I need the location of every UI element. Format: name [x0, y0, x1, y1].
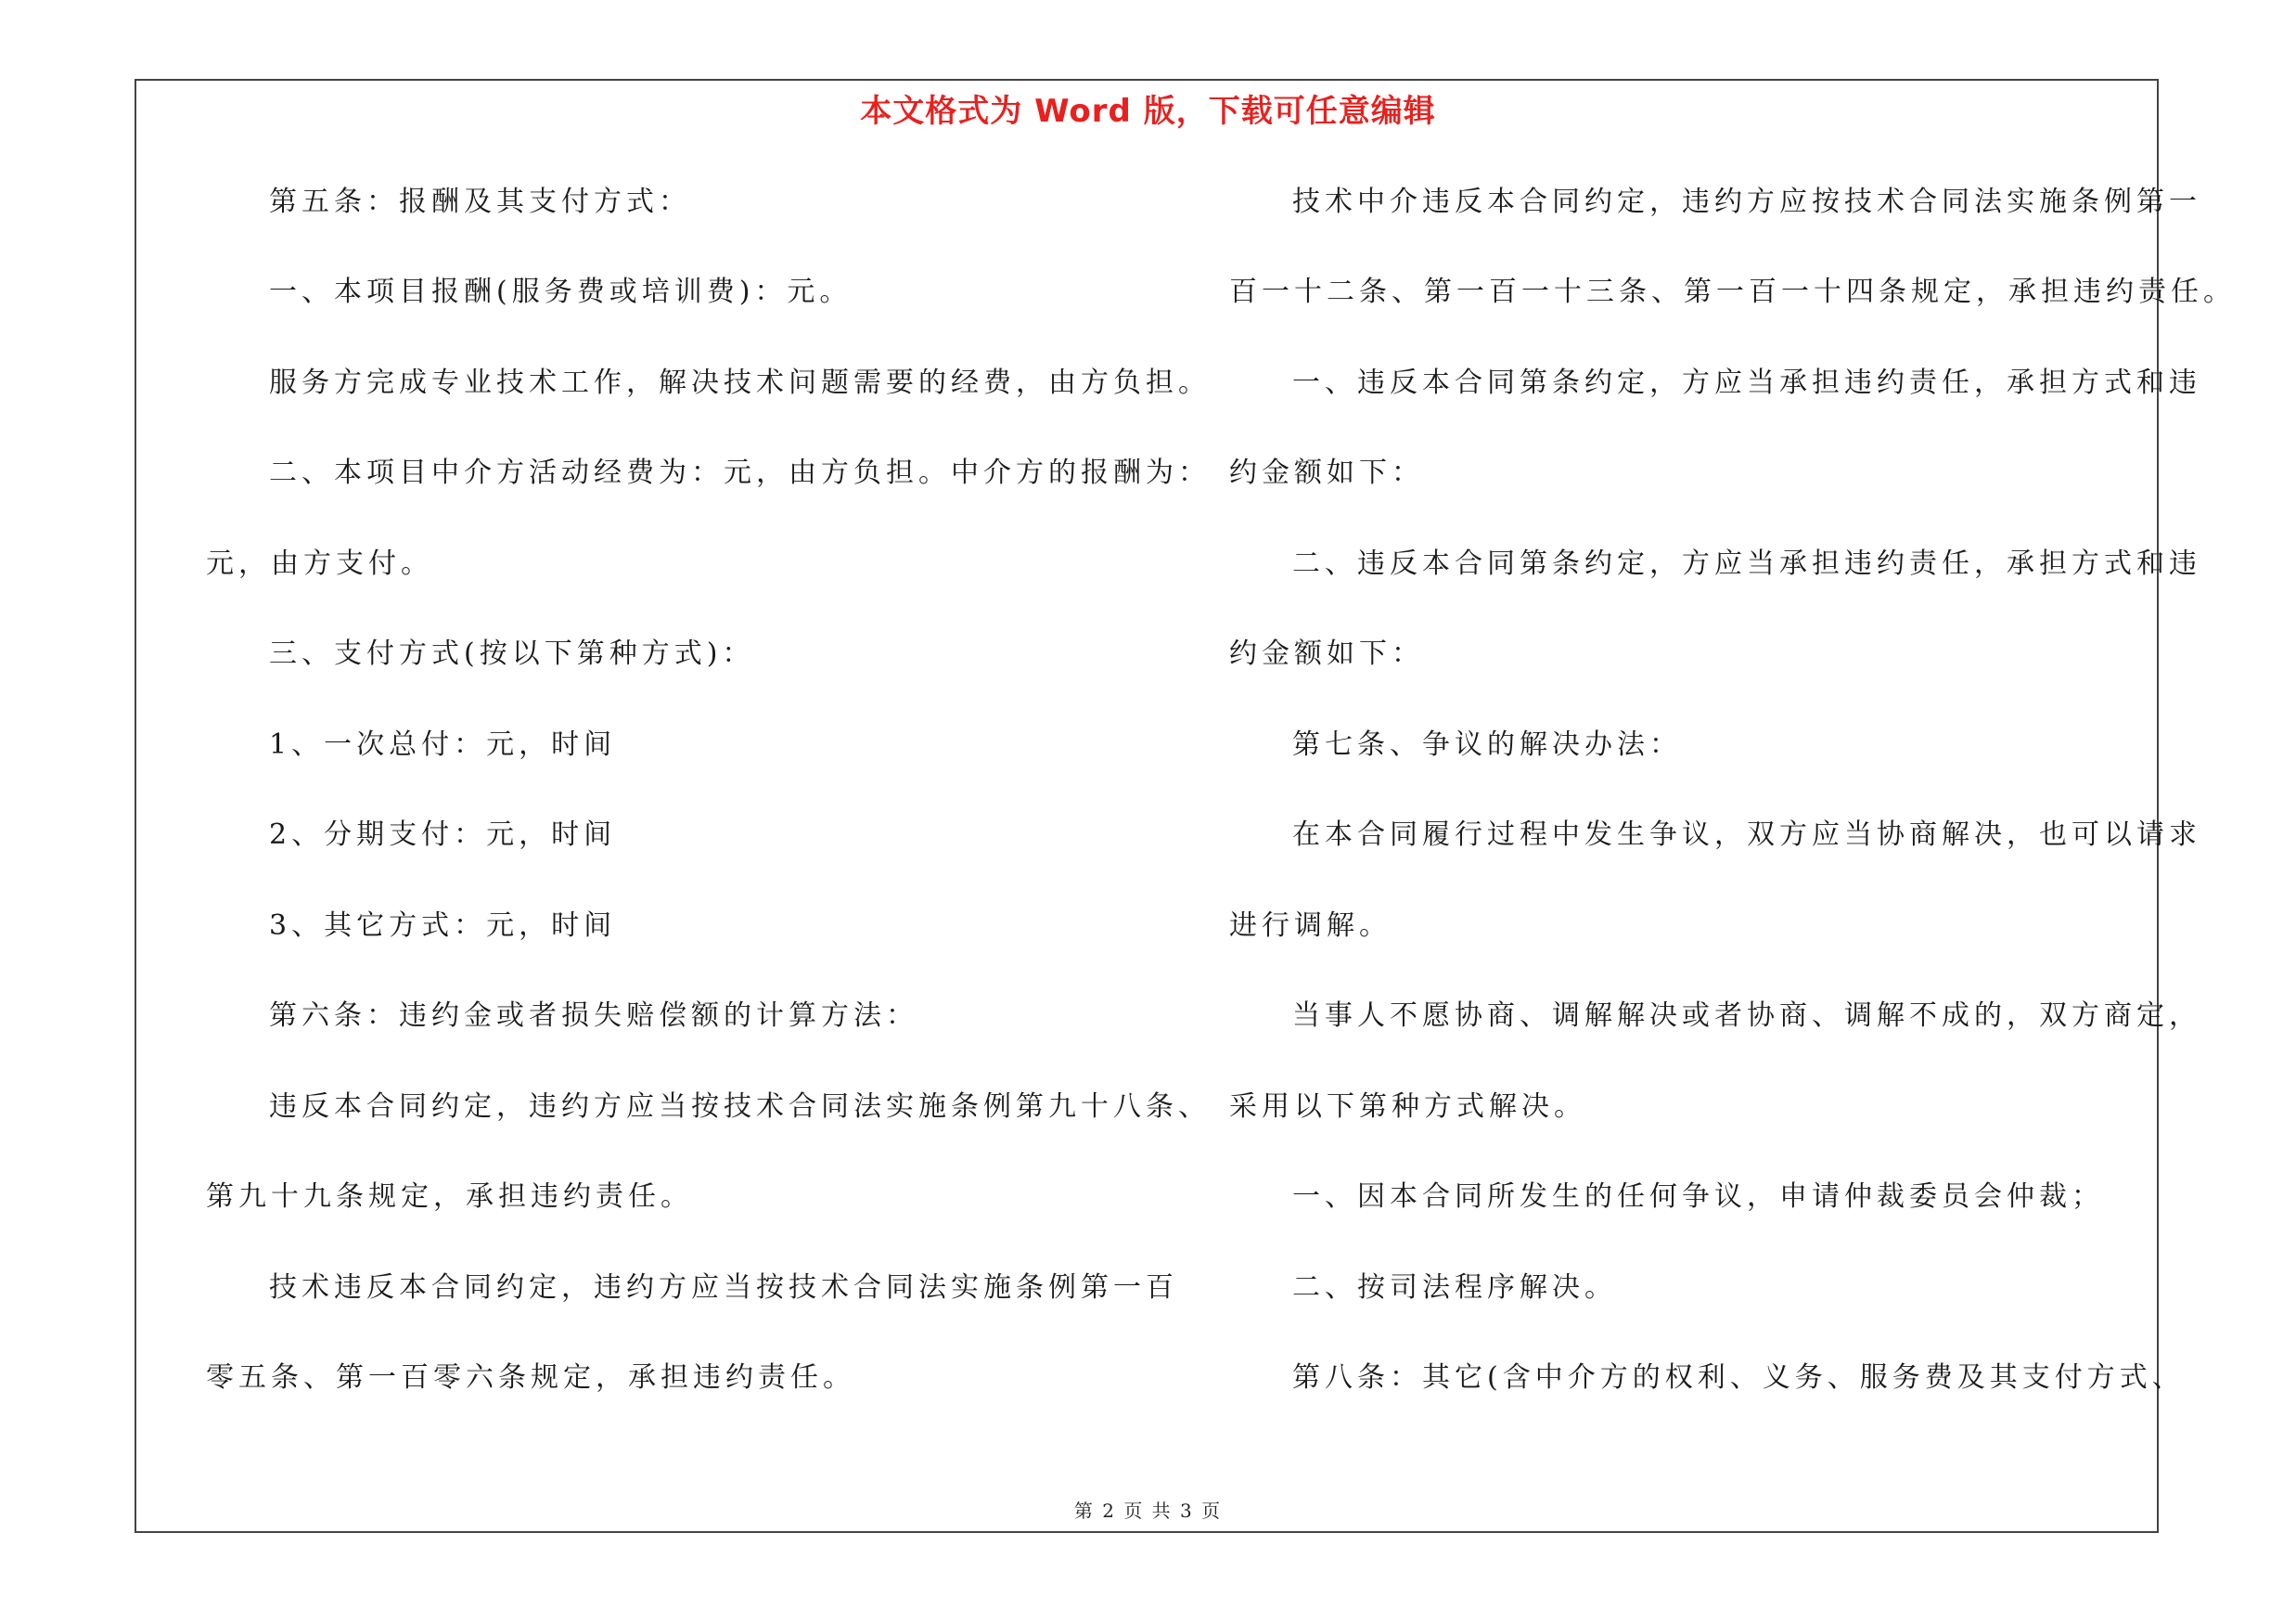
- paragraph-line: 当事人不愿协商、调解解决或者协商、调解不成的，双方商定，: [1292, 999, 2201, 1032]
- paragraph-line: 违反本合同约定，违约方应当按技术合同法实施条例第九十八条、: [269, 1090, 1211, 1123]
- paragraph-line: 约金额如下：: [1229, 457, 1424, 489]
- paragraph-line: 约金额如下：: [1229, 638, 1424, 670]
- paragraph-line: 二、按司法程序解决。: [1292, 1271, 1617, 1304]
- paragraph-line: 技术违反本合同约定，违约方应当按技术合同法实施条例第一百: [269, 1271, 1178, 1304]
- paragraph-line: 1、一次总付：元，时间: [269, 728, 617, 761]
- paragraph-line: 二、本项目中介方活动经费为：元，由方负担。中介方的报酬为：: [269, 457, 1211, 489]
- paragraph-line: 技术中介违反本合同约定，违约方应按技术合同法实施条例第一: [1292, 186, 2201, 218]
- paragraph-line: 一、违反本合同第条约定，方应当承担违约责任，承担方式和违: [1292, 367, 2201, 399]
- paragraph-line: 第九十九条规定，承担违约责任。: [206, 1180, 693, 1213]
- paragraph-line: 2、分期支付：元，时间: [269, 818, 617, 851]
- page-number-footer: 第 2 页 共 3 页: [1073, 1500, 1223, 1522]
- paragraph-line: 元，由方支付。: [206, 547, 433, 580]
- paragraph-line: 在本合同履行过程中发生争议，双方应当协商解决，也可以请求: [1292, 818, 2201, 851]
- paragraph-line: 第六条：违约金或者损失赔偿额的计算方法：: [269, 999, 918, 1032]
- paragraph-line: 一、本项目报酬(服务费或培训费)：元。: [269, 276, 853, 308]
- document-header: 本文格式为 Word 版，下载可任意编辑: [860, 93, 1436, 130]
- paragraph-line: 3、其它方式：元，时间: [269, 909, 617, 942]
- paragraph-line: 百一十二条、第一百一十三条、第一百一十四条规定，承担违约责任。: [1229, 276, 2236, 308]
- paragraph-line: 采用以下第种方式解决。: [1229, 1090, 1586, 1123]
- paragraph-line: 进行调解。: [1229, 909, 1392, 942]
- paragraph-line: 三、支付方式(按以下第种方式)：: [269, 638, 755, 670]
- paragraph-line: 服务方完成专业技术工作，解决技术问题需要的经费，由方负担。: [269, 367, 1211, 399]
- paragraph-line: 第七条、争议的解决办法：: [1292, 728, 1682, 761]
- paragraph-line: 第五条：报酬及其支付方式：: [269, 186, 691, 218]
- paragraph-line: 零五条、第一百零六条规定，承担违约责任。: [206, 1361, 855, 1394]
- paragraph-line: 一、因本合同所发生的任何争议，申请仲裁委员会仲裁；: [1292, 1180, 2104, 1213]
- paragraph-line: 第八条：其它(含中介方的权利、义务、服务费及其支付方式、: [1292, 1361, 2185, 1394]
- paragraph-line: 二、违反本合同第条约定，方应当承担违约责任，承担方式和违: [1292, 547, 2201, 580]
